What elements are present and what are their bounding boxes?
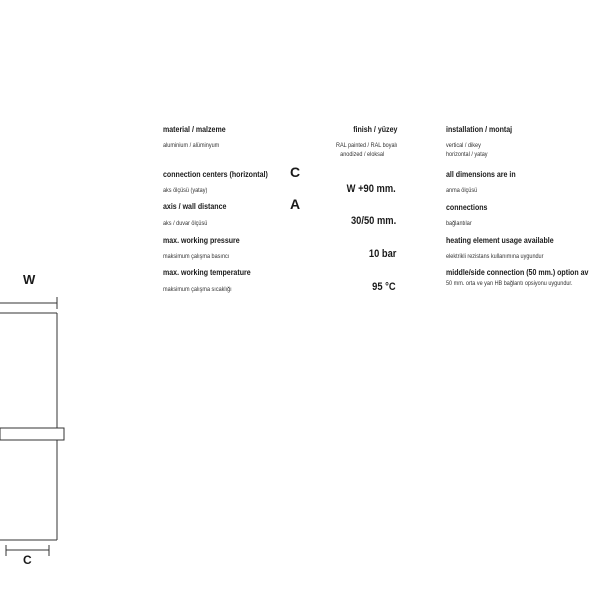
dimensions-label: all dimensions are in (446, 170, 516, 179)
material-value: aluminium / alüminyum (163, 142, 220, 149)
finish-value-2: anodized / eloksal (339, 151, 384, 158)
width-label: W (23, 272, 36, 287)
finish-value-1: RAL painted / RAL boyalı (335, 142, 397, 149)
installation-value-2: horizontal / yatay (446, 151, 488, 158)
middle-side-sub: 50 mm. orta ve yan HB bağlantı opsiyonu uygundur. (446, 280, 573, 287)
axis-wall-value: 30/50 mm. (350, 215, 396, 227)
connections-label: connections (446, 203, 488, 212)
installation-label: installation / montaj (446, 125, 513, 134)
tube-outline (0, 313, 64, 540)
pressure-label: max. working pressure (163, 236, 240, 245)
connection-centers-label: connection centers (horizontal) (163, 170, 268, 179)
axis-wall-letter: A (290, 196, 301, 212)
connection-centers-value: W +90 mm. (346, 183, 396, 195)
temperature-value: 95 °C (372, 281, 396, 293)
heating-sub: elektrikli rezistans kullanımına uygundur (446, 253, 544, 260)
temperature-label: max. working temperature (163, 268, 251, 277)
pressure-value: 10 bar (368, 248, 396, 260)
connection-centers-sub: aks ölçüsü (yatay) (163, 187, 208, 194)
finish-label: finish / yüzey (352, 125, 397, 134)
pressure-sub: maksimum çalışma basıncı (163, 253, 230, 260)
axis-wall-sub: aks / duvar ölçüsü (163, 220, 208, 227)
axis-wall-label: axis / wall distance (163, 202, 227, 211)
installation-value-1: vertical / dikey (446, 142, 481, 149)
dimensions-sub: anma ölçüsü (446, 187, 478, 194)
temperature-sub: maksimum çalışma sıcaklığı (163, 286, 232, 293)
middle-side-label: middle/side connection (50 mm.) option av (446, 268, 589, 277)
radiator-drawing (0, 0, 80, 595)
width-dimension (0, 297, 57, 309)
connections-sub: bağlantılar (446, 220, 472, 227)
heating-label: heating element usage available (446, 236, 554, 245)
connection-centers-letter: C (290, 164, 301, 180)
material-label: material / malzeme (163, 125, 226, 134)
center-label: C (23, 553, 32, 567)
